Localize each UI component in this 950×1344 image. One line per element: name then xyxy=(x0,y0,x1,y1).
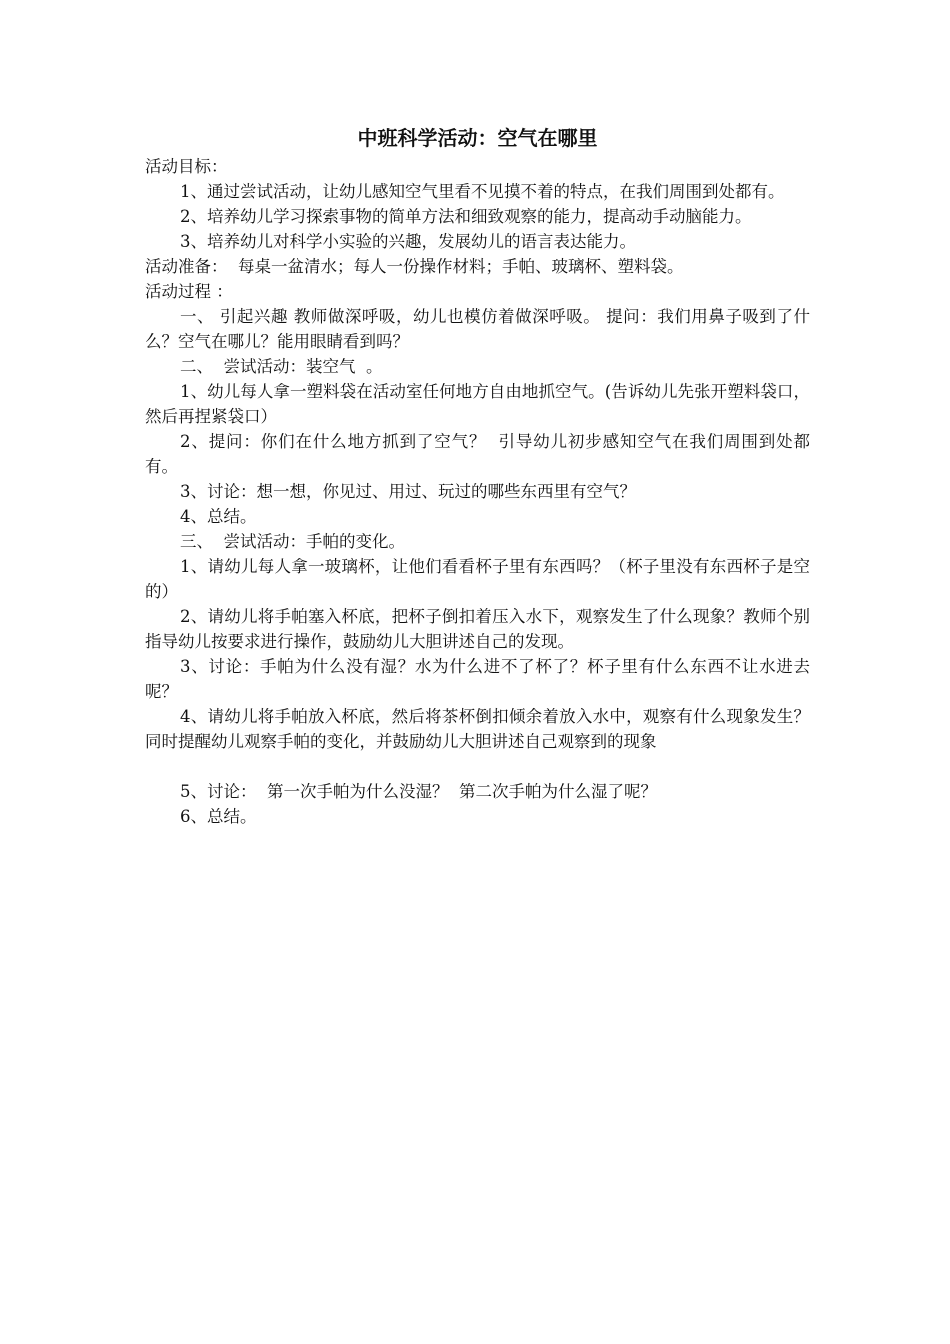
process-step-3-item-6: 6、总结。 xyxy=(180,807,257,826)
process-step-2-item-1: 1、幼儿每人拿一塑料袋在活动室任何地方自由地抓空气。(告诉幼儿先张开塑料袋口，然后再捏紧袋口） xyxy=(145,382,810,426)
process-step-3-item-2: 2、请幼儿将手帕塞入杯底，把杯子倒扣着压入水下，观察发生了什么现象？教师个别指导幼儿按要求进行操作，鼓励幼儿大胆讲述自己的发现。 xyxy=(145,607,810,651)
goal-item-3: 3、培养幼儿对科学小实验的兴趣，发展幼儿的语言表达能力。 xyxy=(180,232,636,251)
process-step-2-item-2: 2、提问：你们在什么地方抓到了空气？ 引导幼儿初步感知空气在我们周围到处都有。 xyxy=(145,432,810,476)
goal-item-1: 1、通过尝试活动，让幼儿感知空气里看不见摸不着的特点，在我们周围到处都有。 xyxy=(180,182,785,201)
process-step-3-item-3: 3、讨论：手帕为什么没有湿？水为什么进不了杯了？杯子里有什么东西不让水进去呢？ xyxy=(145,657,810,701)
process-step-3-item-1: 1、请幼儿每人拿一玻璃杯，让他们看看杯子里有东西吗？（杯子里没有东西杯子是空的） xyxy=(145,557,810,601)
document-body xyxy=(145,124,810,829)
document-title: 中班科学活动：空气在哪里 xyxy=(357,126,598,150)
process-step-1: 一、 引起兴趣 教师做深呼吸，幼儿也模仿着做深呼吸。 提问：我们用鼻子吸到了什么？空气在哪儿？能用眼睛看到吗？ xyxy=(145,307,810,351)
process-step-3-item-4: 4、请幼儿将手帕放入杯底，然后将茶杯倒扣倾余着放入水中，观察有什么现象发生？同时提醒幼儿观察手帕的变化，并鼓励幼儿大胆讲述自己观察到的现象 xyxy=(145,707,810,751)
section-heading-process: 活动过程 ： xyxy=(145,282,233,301)
section-heading-goals: 活动目标： xyxy=(145,157,228,176)
process-step-2-item-4: 4、总结。 xyxy=(180,507,257,526)
section-preparation: 活动准备： 每桌一盆清水；每人一份操作材料；手帕、玻璃杯、塑料袋。 xyxy=(145,257,684,276)
blank-line xyxy=(145,754,810,779)
process-step-3-item-5: 5、讨论： 第一次手帕为什么没湿？ 第二次手帕为什么湿了呢？ xyxy=(180,782,657,801)
process-step-2-item-3: 3、讨论：想一想，你见过、用过、玩过的哪些东西里有空气？ xyxy=(180,482,636,501)
process-step-2-heading: 二、 尝试活动：装空气 。 xyxy=(180,357,383,376)
goal-item-2: 2、培养幼儿学习探索事物的简单方法和细致观察的能力，提高动手动脑能力。 xyxy=(180,207,752,226)
process-step-3-heading: 三、 尝试活动：手帕的变化。 xyxy=(180,532,405,551)
